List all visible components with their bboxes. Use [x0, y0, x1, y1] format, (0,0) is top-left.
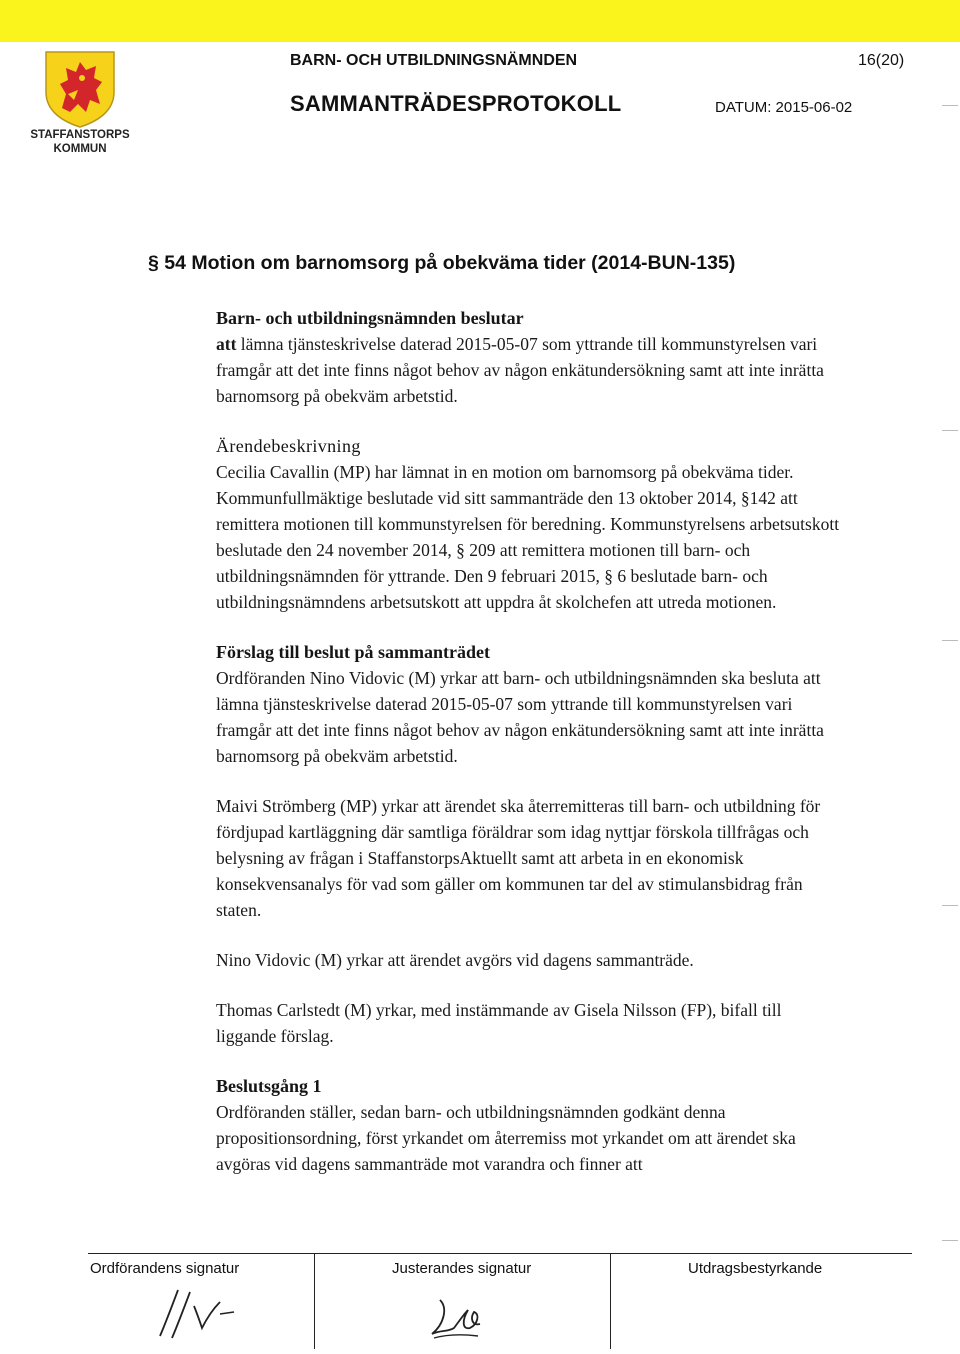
proposal-paragraph-1: Ordföranden Nino Vidovic (M) yrkar att barn- och utbildningsnämnden ska besluta att lämna tjänsteskrivelse daterad 2015-05-07 som yttrande till kommunstyrelsen vari framgår att det inte finns något behov av någon enkätundersökning samt att inte inrätta barnomsorg på obekväm arbetstid. — [216, 668, 824, 766]
document-date: DATUM: 2015-06-02 — [715, 99, 853, 116]
decision-body: lämna tjänsteskrivelse daterad 2015-05-07 som yttrande till kommunstyrelsen vari framgår att det inte finns något behov av någon enkätundersökning samt att inte inrätta barnomsorg på obekväm arbetstid. — [216, 334, 824, 406]
page-number: 16(20) — [858, 52, 905, 69]
section-title: § 54 Motion om barnomsorg på obekväma tider (2014-BUN-135) — [148, 252, 736, 274]
municipality-name — [20, 128, 140, 156]
certifier-label: Utdragsbestyrkande — [688, 1260, 823, 1277]
document-type: SAMMANTRÄDESPROTOKOLL — [290, 91, 622, 116]
org-name-line2: KOMMUN — [53, 143, 107, 155]
adjuster-handwritten-signature — [418, 1290, 508, 1346]
case-description-heading: Ärendebeskrivning — [216, 436, 361, 456]
case-description-text: Cecilia Cavallin (MP) har lämnat in en motion om barnomsorg på obekväma tider. Kommunfullmäktige beslutade vid sitt sammanträde den 13 oktober 2014, §142 att remittera motionen till kommunstyrelsen för beredning. Kommunstyrelsens arbetsutskott beslutade den 24 november 2014, § 209 att remittera motionen till barn- och utbildningsnämnden för yttrande. Den 9 februari 2015, § 6 beslutade barn- och utbildningsnämndens arbetsutskott att uppdra åt skolchefen att utreda motionen. — [216, 462, 840, 612]
scan-margin-mark — [942, 430, 958, 431]
proposal-paragraph-4: Thomas Carlstedt (M) yrkar, med instämmande av Gisela Nilsson (FP), bifall till liggande förslag. — [216, 1000, 782, 1046]
chair-signature-cell — [88, 1254, 315, 1349]
scan-margin-mark — [942, 640, 958, 641]
org-name-line1: STAFFANSTORPS — [30, 129, 130, 141]
committee-name: BARN- OCH UTBILDNINGSNÄMNDEN — [290, 52, 578, 69]
municipality-crest-icon — [44, 50, 116, 128]
decision-text — [216, 331, 846, 409]
decision-heading: Barn- och utbildningsnämnden beslutar — [216, 308, 524, 328]
protocol-body — [216, 305, 846, 1177]
chair-handwritten-signature — [142, 1284, 252, 1344]
adjuster-signature-label: Justerandes signatur — [392, 1260, 532, 1277]
scan-margin-mark — [942, 1240, 958, 1241]
proposal-paragraph-2: Maivi Strömberg (MP) yrkar att ärendet ska återremitteras till barn- och utbildning för fördjupad kartläggning där samtliga föräldrar som idag nyttjar förskola tillfrågas och belysning av frågan i StaffanstorpsAktuellt samt att arbeta in en ekonomisk konsekvensanalys för vad som gäller om kommunen tar del av stimulansbidrag från staten. — [216, 796, 821, 920]
chair-signature-label: Ordförandens signatur — [90, 1260, 240, 1277]
adjuster-signature-cell — [314, 1254, 611, 1349]
decision-procedure-heading: Beslutsgång 1 — [216, 1076, 322, 1096]
proposal-paragraph-3: Nino Vidovic (M) yrkar att ärendet avgörs vid dagens sammanträde. — [216, 950, 694, 970]
decision-lead-word: att — [216, 334, 237, 354]
scan-margin-mark — [942, 105, 958, 106]
scan-margin-mark — [942, 905, 958, 906]
signature-footer — [88, 1253, 912, 1354]
decision-procedure-text: Ordföranden ställer, sedan barn- och utbildningsnämnden godkänt denna propositionsordning, först yrkandet om återremiss mot yrkandet om att ärendet ska avgöras vid dagens sammanträde mot varandra och finner att — [216, 1102, 796, 1174]
proposal-heading: Förslag till beslut på sammanträdet — [216, 642, 490, 662]
certifier-cell — [610, 1254, 912, 1349]
top-color-band — [0, 0, 960, 42]
